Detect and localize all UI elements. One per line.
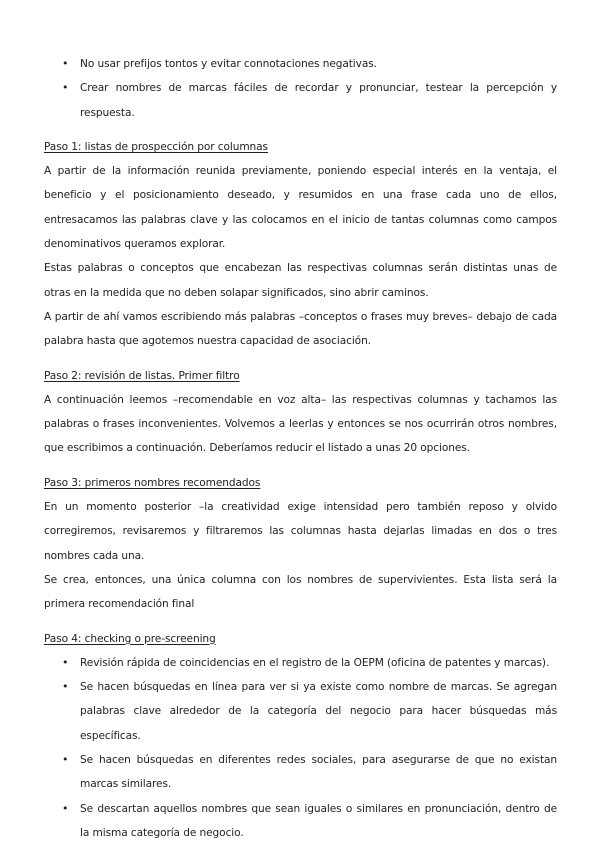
checking-bullet-list	[44, 651, 557, 845]
paragraph: Estas palabras o conceptos que encabezan las respectivas columnas serán distintas unas de otras en la medida que no deben solapar significados, sino abrir caminos.	[44, 262, 557, 299]
list-item: • Se hacen búsquedas en diferentes redes sociales, para asegurarse de que no existan marcas similares.	[44, 748, 557, 797]
list-item: • Revisión rápida de coincidencias en el registro de la OEPM (oficina de patentes y marcas).	[44, 651, 557, 675]
list-item: • Se descartan aquellos nombres que sean iguales o similares en pronunciación, dentro de la misma categoría de negocio.	[44, 797, 557, 846]
section-heading-paso-1: Paso 1: listas de prospección por columnas	[44, 140, 268, 153]
list-item: • No usar prefijos tontos y evitar connotaciones negativas.	[44, 52, 557, 76]
intro-bullet-list	[44, 52, 557, 125]
paragraph: A partir de la información reunida previamente, poniendo especial interés en la ventaja, el beneficio y el posicionamiento deseado, y resumidos en una frase cada uno de ellos, entresacamos las palabras clave y las colocamos en el inicio de tantas columnas como campos denominativos queramos explorar.	[44, 165, 557, 251]
paragraph: En un momento posterior –la creatividad exige intensidad pero también reposo y olvido corregiremos, revisaremos y filtraremos las columnas hasta dejarlas limadas en dos o tres nombres cada una.	[44, 501, 557, 562]
section-heading-paso-4: Paso 4: checking o pre-screening	[44, 632, 216, 645]
list-item: • Crear nombres de marcas fáciles de recordar y pronunciar, testear la percepción y respuesta.	[44, 76, 557, 125]
paragraph: A partir de ahí vamos escribiendo más palabras –conceptos o frases muy breves– debajo de cada palabra hasta que agotemos nuestra capacidad de asociación.	[44, 310, 557, 348]
section-heading-paso-3: Paso 3: primeros nombres recomendados	[44, 476, 261, 489]
document-body	[44, 52, 557, 845]
list-item: • Se hacen búsquedas en línea para ver si ya existe como nombre de marcas. Se agregan palabras clave alrededor de la categoría del negocio para hacer búsquedas más específicas.	[44, 675, 557, 748]
paragraph: Se crea, entonces, una única columna con los nombres de supervivientes. Esta lista será la primera recomendación final	[44, 573, 557, 611]
paragraph: A continuación leemos –recomendable en voz alta– las respectivas columnas y tachamos las palabras o frases inconvenientes. Volvemos a leerlas y entonces se nos ocurrirán otros nombres, que escribimos a continuación. Deberíamos reducir el listado a unas 20 opciones.	[44, 393, 557, 455]
section-heading-paso-2: Paso 2: revisión de listas. Primer filtro	[44, 369, 240, 382]
